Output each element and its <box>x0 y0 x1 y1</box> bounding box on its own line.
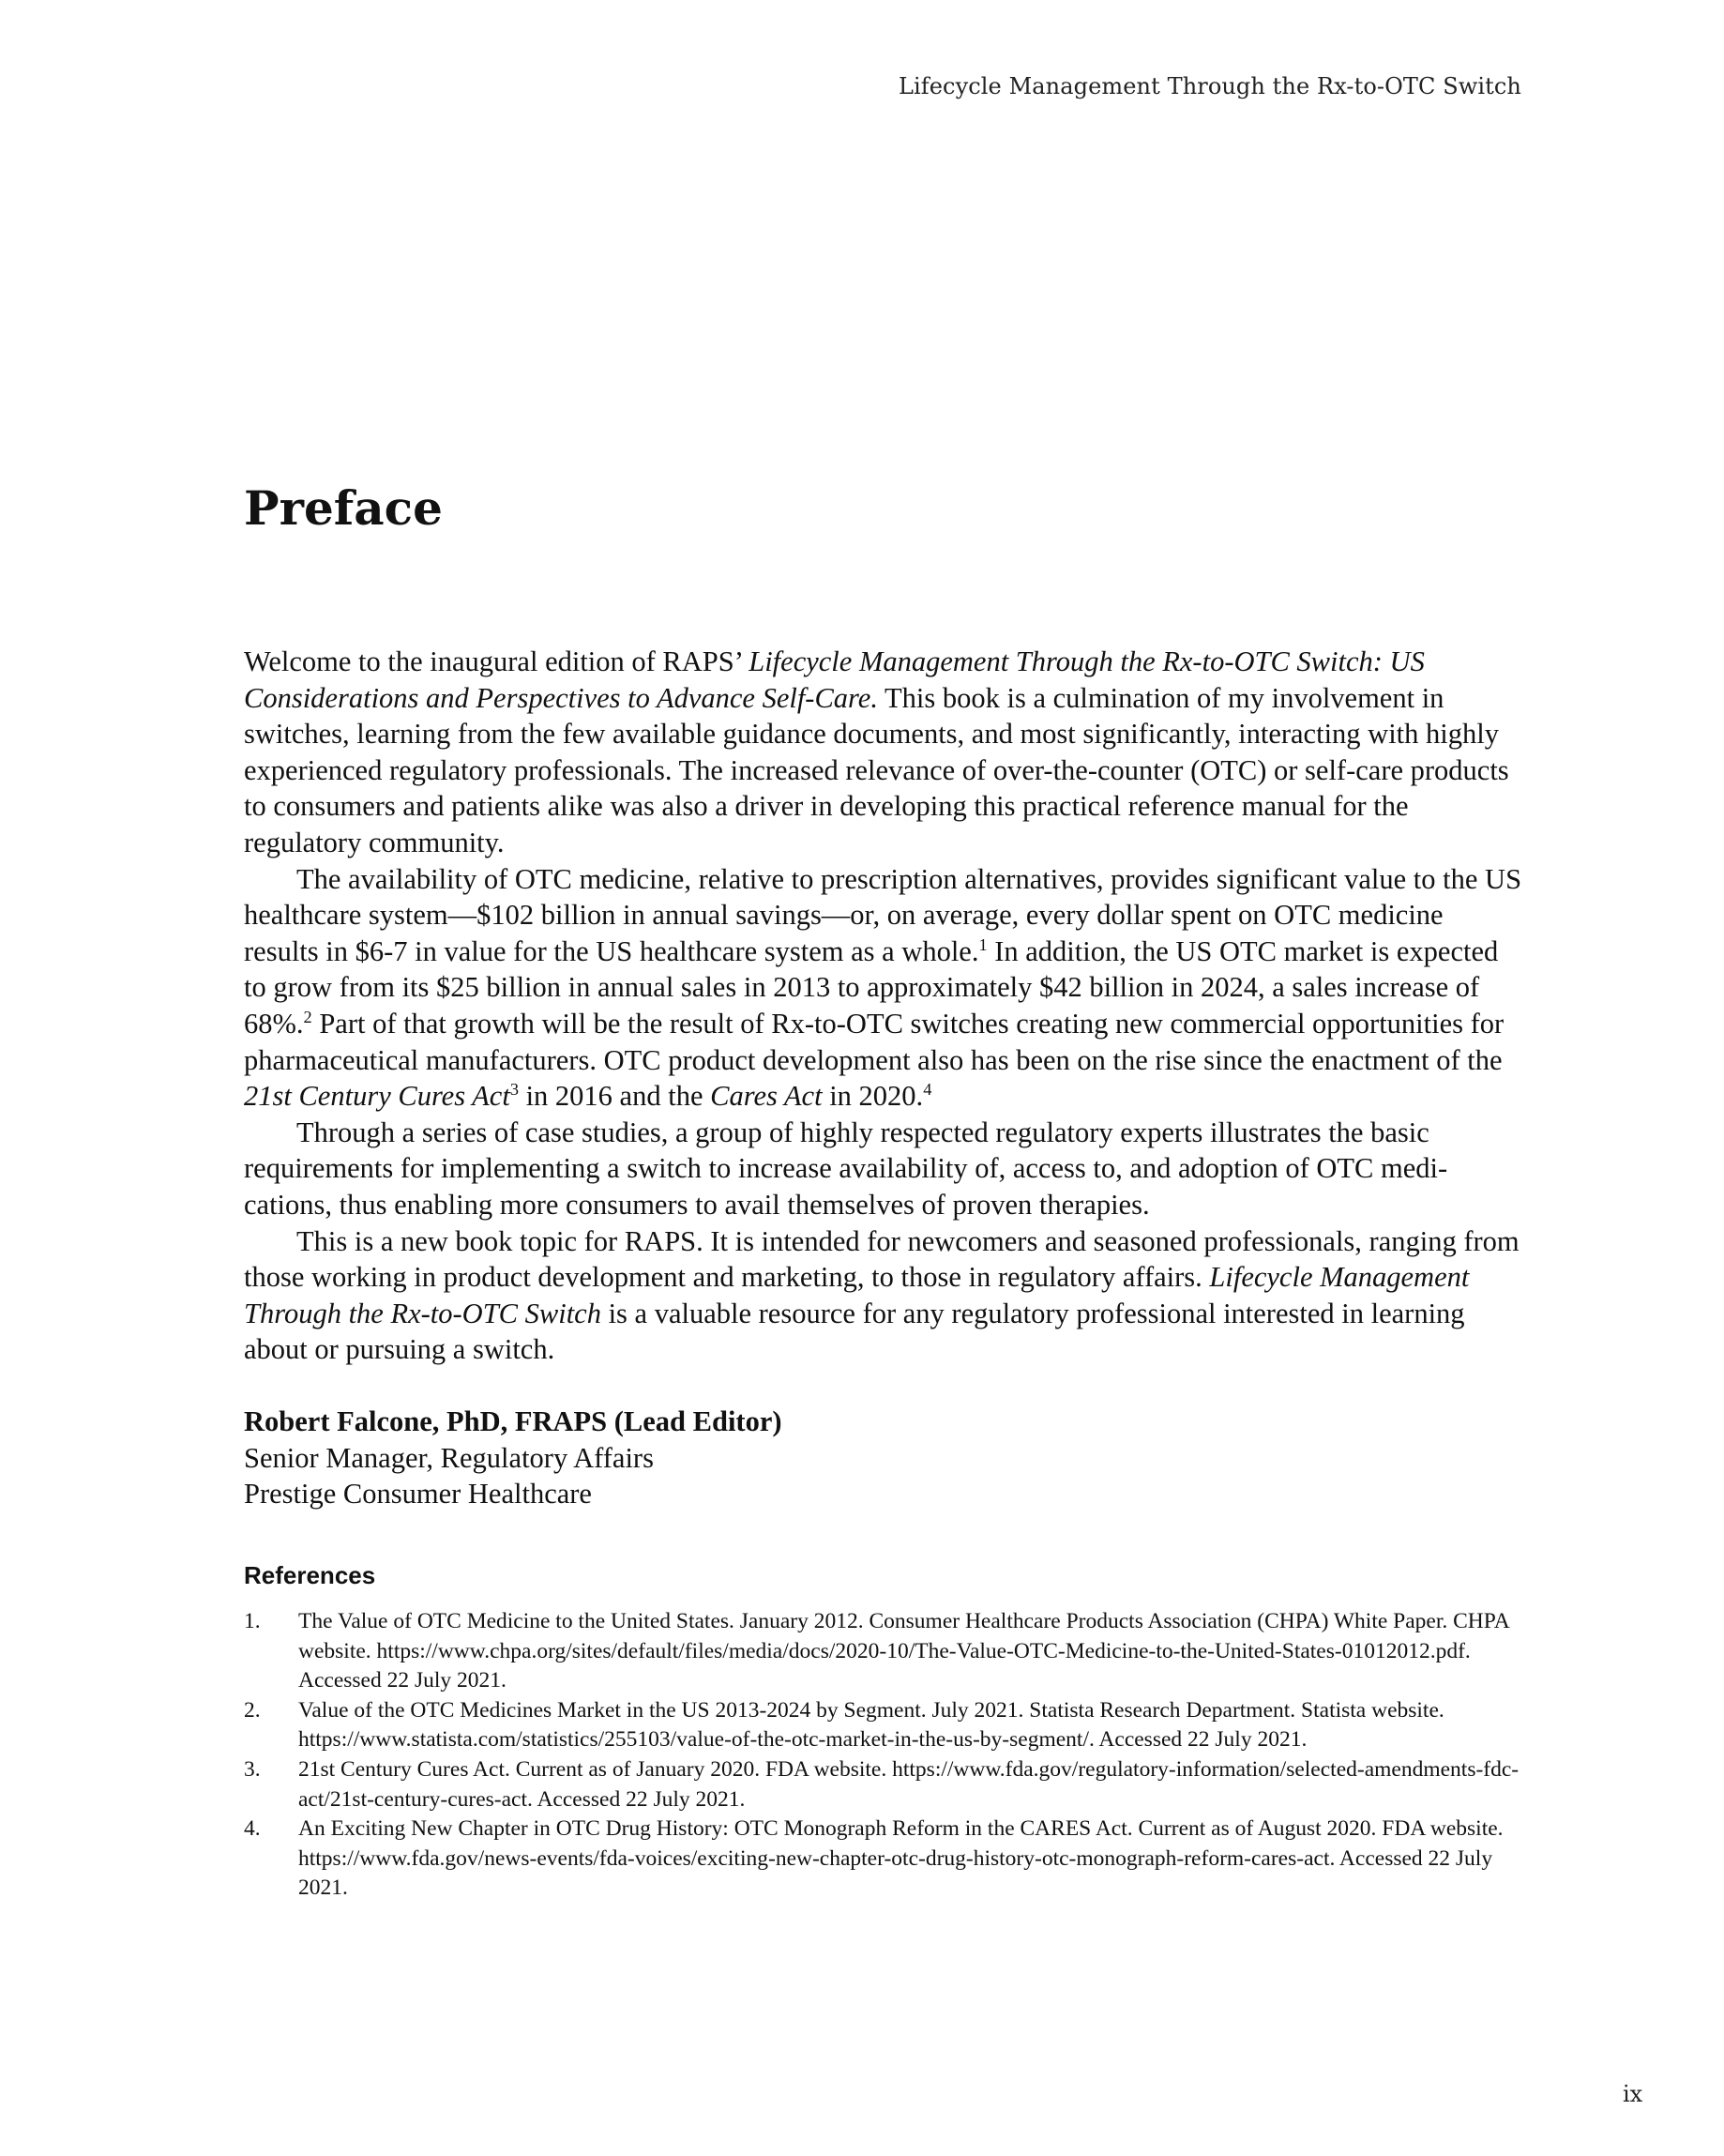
book-title-italic: Lifecycle Management Through the Rx-to-OTC Switch: US Considerations and Perspectives to Advance Self-Care. <box>244 645 1425 714</box>
page-title: Preface <box>244 480 443 536</box>
text: in 2020. <box>822 1080 924 1113</box>
text: The availability of OTC medicine, relative to prescription alternatives, provides significant value to the US healthcare system—$102 billion in annual savings—or, on average, every dollar spent on OTC medicine results in $6-7 in value for the US healthcare system as a whole. <box>244 862 1522 967</box>
text: This book is a culmination of my involvement in switches, learning from the few available guidance documents, and most significantly, interacting with highly experienced regulatory professionals. The increased relevance of over-the-counter (OTC) or self-care products to consumers and patients alike was also a driver in developing this practical reference manual for the regulatory community. <box>244 681 1509 858</box>
paragraph-2 <box>244 861 1523 1115</box>
reference-number: 1. <box>244 1609 261 1633</box>
reference-text: The Value of OTC Medicine to the United States. January 2012. Consumer Healthcare Products Association (CHPA) White Paper. CHPA website. https://www.chpa.org/sites/default/files/media/docs/2020-10/The-Value-OTC-Medicine-to-the-United-States-01012012.pdf. Accessed 22 July 2021. <box>298 1609 1509 1693</box>
reference-number: 2. <box>244 1697 261 1723</box>
footnote-ref-4[interactable]: 4 <box>923 1079 932 1099</box>
act-title-italic: Cares Act <box>710 1080 823 1113</box>
footnote-ref-3[interactable]: 3 <box>509 1079 519 1099</box>
act-title-italic: 21st Century Cures Act <box>244 1080 510 1113</box>
reference-item <box>244 1696 1525 1755</box>
paragraph-4 <box>244 1223 1523 1368</box>
paragraph-1 <box>244 644 1523 861</box>
reference-text: 21st Century Cures Act. Current as of January 2020. FDA website. https://www.fda.gov/regulatory-information/selected-amendments-fdc-act/21st-century-cures-act. Accessed 22 July 2021. <box>298 1756 1520 1812</box>
reference-item <box>244 1607 1525 1696</box>
text: Part of that growth will be the result of Rx-to-OTC switches creating new commercial opportunities for pharmaceutical manufacturers. OTC product development also has been on the rise since the enactment of the <box>244 1007 1505 1076</box>
author-role: Senior Manager, Regulatory Affairs <box>244 1441 654 1474</box>
paragraph-3: Through a series of case studies, a group of highly respected regulatory experts illustrates the basic requirements for implementing a switch to increase availability of, access to, and adoption of OTC medi-cations, thus enabling more consumers to avail themselves of proven therapies. <box>244 1116 1448 1221</box>
references-heading: References <box>244 1561 376 1589</box>
footnote-ref-2[interactable]: 2 <box>303 1007 312 1026</box>
text: Welcome to the inaugural edition of RAPS’ <box>244 645 749 677</box>
author-name: Robert Falcone, PhD, FRAPS (Lead Editor) <box>244 1405 782 1437</box>
reference-text: Value of the OTC Medicines Market in the US 2013-2024 by Segment. July 2021. Statista Research Department. Statista website. https://www.statista.com/statistics/255103/value-of-the-otc-market-in-the-us-by-segment/. Accessed 22 July 2021. <box>298 1697 1444 1753</box>
reference-number: 4. <box>244 1816 261 1842</box>
text: in 2016 and the <box>518 1080 711 1113</box>
running-header: Lifecycle Management Through the Rx-to-OTC Switch <box>898 73 1521 99</box>
page-number: ix <box>1623 2081 1643 2107</box>
text: This is a new book topic for RAPS. It is intended for newcomers and seasoned professionals, ranging from those working in product development and marketing, to those in regulatory affairs. <box>244 1224 1520 1294</box>
references-list <box>244 1607 1525 1904</box>
book-title-italic: Lifecycle Management Through the Rx-to-OTC Switch <box>244 1261 1470 1329</box>
text: In addition, the US OTC market is expected to grow from its $25 billion in annual sales in 2013 to approximately $42 billion in 2024, a sales increase of 68%. <box>244 934 1499 1040</box>
footnote-ref-1[interactable]: 1 <box>978 934 988 954</box>
reference-number: 3. <box>244 1756 261 1782</box>
text: is a valuable resource for any regulatory professional interested in learning about or pursuing a switch. <box>244 1297 1465 1366</box>
reference-text: An Exciting New Chapter in OTC Drug History: OTC Monograph Reform in the CARES Act. Current as of August 2020. FDA website. https://www.fda.gov/news-events/fda-voices/exciting-new-chapter-otc-drug-history-otc-monograph-reform-cares-act. Accessed 22 July 2021. <box>298 1816 1504 1901</box>
preface-body <box>244 644 1523 1368</box>
author-organization: Prestige Consumer Healthcare <box>244 1478 592 1511</box>
reference-item <box>244 1755 1525 1814</box>
reference-item <box>244 1814 1525 1904</box>
signature-block <box>244 1404 782 1512</box>
